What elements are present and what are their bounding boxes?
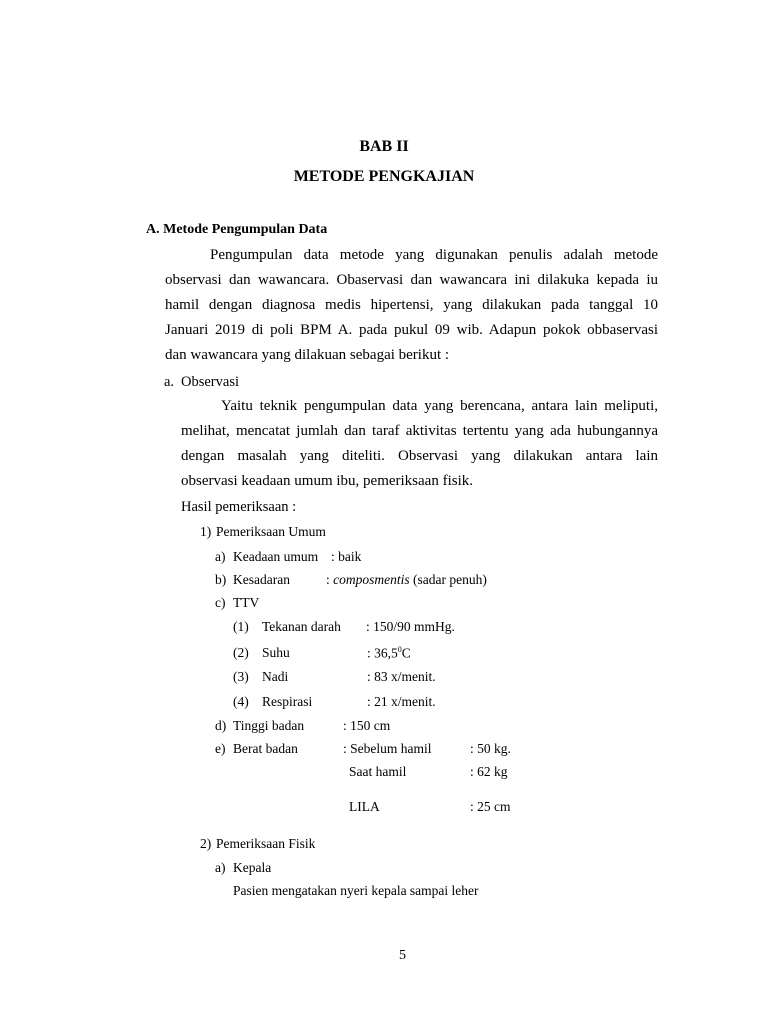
- page-number: 5: [399, 948, 406, 963]
- field-label: Kepala: [233, 860, 272, 875]
- paragraph-line: Yaitu teknik pengumpulan data yang berencana, antara lain meliputi,: [221, 398, 658, 414]
- field-value: : 150/90 mmHg.: [366, 619, 455, 634]
- field-value: : 25 cm: [470, 799, 511, 814]
- field-value: : 21 x/menit.: [367, 694, 436, 709]
- paragraph-line: Pengumpulan data metode yang digunakan penulis adalah metode: [210, 247, 658, 263]
- paragraph-line: dengan masalah yang diteliti. Observasi yang dilakukan antara lain: [181, 448, 658, 464]
- paragraph-line: dan wawancara yang dilakuan sebagai berikut :: [165, 347, 450, 363]
- paragraph-line: observasi keadaan umum ibu, pemeriksaan fisik.: [181, 473, 474, 489]
- field-label: LILA: [349, 799, 380, 814]
- list-marker: (1): [233, 619, 249, 634]
- list-marker: e): [215, 741, 226, 756]
- list-marker: (4): [233, 694, 249, 709]
- section-heading: A. Metode Pengumpulan Data: [146, 222, 328, 237]
- list-marker: 2): [200, 836, 212, 851]
- field-label: Tekanan darah: [262, 619, 341, 634]
- field-value: : composmentis (sadar penuh): [326, 572, 487, 587]
- pemeriksaan-umum-heading: Pemeriksaan Umum: [216, 524, 326, 539]
- field-value: : 50 kg.: [470, 741, 511, 756]
- hasil-label: Hasil pemeriksaan :: [181, 499, 297, 515]
- paragraph-line: hamil dengan diagnosa medis hipertensi, yang dilakukan pada tanggal 10: [165, 297, 658, 313]
- field-value: : 62 kg: [470, 764, 508, 779]
- chapter-title: METODE PENGKAJIAN: [293, 168, 475, 185]
- list-marker: a.: [164, 374, 175, 390]
- field-label: Suhu: [262, 645, 290, 660]
- list-marker: (2): [233, 645, 249, 660]
- paragraph-line: melihat, mencatat jumlah dan taraf aktivitas tertentu yang ada hubungannya: [181, 423, 658, 439]
- list-marker: (3): [233, 669, 249, 684]
- field-value: : baik: [331, 549, 362, 564]
- field-label: Berat badan: [233, 741, 298, 756]
- body-text: Pasien mengatakan nyeri kepala sampai leher: [233, 883, 479, 898]
- field-label: Kesadaran: [233, 572, 290, 587]
- field-label: Saat hamil: [349, 764, 407, 779]
- observasi-heading: Observasi: [181, 374, 239, 390]
- field-label: : Sebelum hamil: [343, 741, 432, 756]
- field-label: Respirasi: [262, 694, 313, 709]
- list-marker: 1): [200, 524, 212, 539]
- list-marker: a): [215, 860, 226, 875]
- paragraph-line: Januari 2019 di poli BPM A. pada pukul 09 wib. Adapun pokok obbaservasi: [165, 322, 658, 338]
- field-label: TTV: [233, 595, 260, 610]
- list-marker: c): [215, 595, 226, 610]
- paragraph-line: observasi dan wawancara. Obaservasi dan wawancara ini dilakuka kepada iu: [165, 272, 658, 288]
- field-label: Nadi: [262, 669, 289, 684]
- section-a-paragraph: [165, 243, 658, 368]
- field-label: Tinggi badan: [233, 718, 305, 733]
- field-value: : 36,5$^0$C: [367, 645, 411, 661]
- observasi-paragraph: [181, 394, 658, 494]
- field-value: : 150 cm: [343, 718, 391, 733]
- list-marker: b): [215, 572, 227, 587]
- field-value-italic: composmentis: [333, 572, 410, 587]
- pemeriksaan-fisik-heading: Pemeriksaan Fisik: [216, 836, 316, 851]
- list-marker: a): [215, 549, 226, 564]
- list-marker: d): [215, 718, 227, 733]
- field-value: : 83 x/menit.: [367, 669, 436, 684]
- chapter-number: BAB II: [359, 138, 409, 155]
- field-label: Keadaan umum: [233, 549, 319, 564]
